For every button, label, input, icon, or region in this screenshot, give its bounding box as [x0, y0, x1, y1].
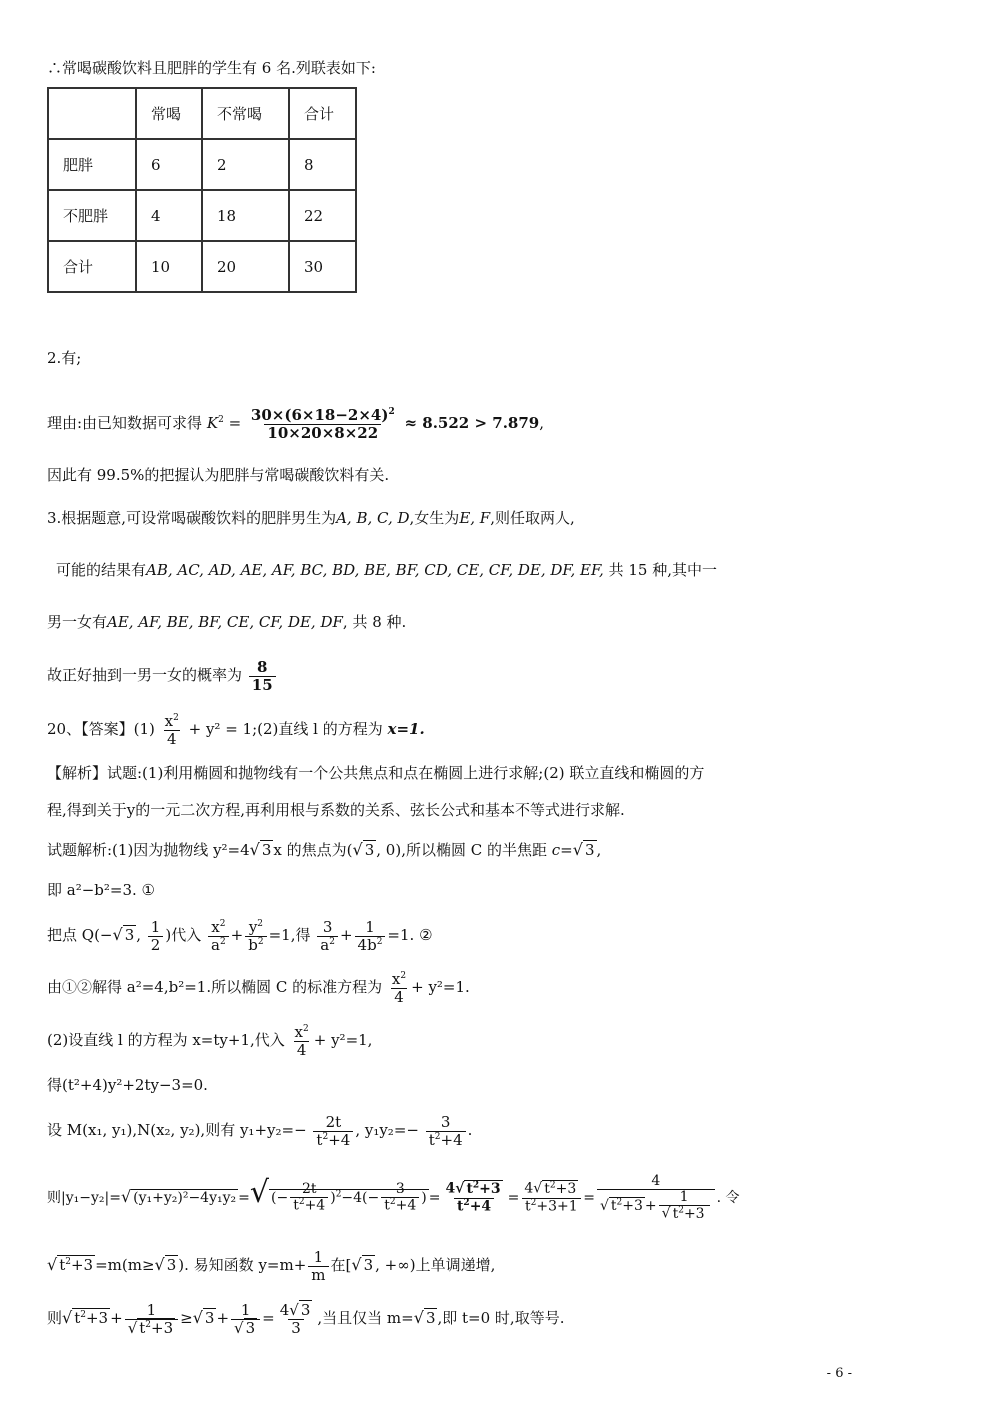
s7-lead: 设 M(x₁, y₁),N(x₂, y₂),则有 y₁+y₂=−: [47, 1121, 307, 1139]
analysis-line1: 【解析】试题:(1)利用椭圆和抛物线有一个公共焦点和点在椭圆上进行求解;(2) 联立直线和椭圆的方: [47, 764, 705, 782]
answer-mid: + y² = 1;(2)直线 l 的方程为: [188, 720, 383, 738]
page-number: - 6 -: [826, 1366, 852, 1381]
answer-lead: 20、【答案】(1): [47, 720, 155, 738]
s10-end2: ,即 t=0 时,取等号.: [437, 1309, 565, 1327]
solution-line1: 试题解析:(1)因为抛物线 y²=4√ 3 x 的焦点为(√ 3 , 0),所以椭圆 C 的半焦距 c=√ 3 ,: [47, 840, 602, 859]
table-cell: 4: [136, 190, 202, 241]
s4-end: + y²=1.: [411, 978, 470, 996]
table-header-row: [48, 88, 356, 139]
s7-end: .: [467, 1121, 473, 1139]
s3-end: =1. ②: [387, 926, 433, 944]
p3-line1: [47, 508, 575, 528]
p3-lead: 3.根据题意,可设常喝碳酸饮料的肥胖男生为: [47, 509, 337, 527]
s7-mid: , y₁y₂=−: [355, 1121, 419, 1139]
table-cell: 不常喝: [202, 88, 289, 139]
table-cell: 合计: [48, 241, 136, 292]
p2-head: 2.有;: [47, 349, 82, 367]
k-var: K: [206, 414, 219, 432]
q20-answer: [47, 707, 425, 751]
p3-line2: [56, 560, 717, 580]
s10-end: ,当且仅当 m=: [317, 1309, 414, 1327]
prob-lead: 故正好抽到一男一女的概率为: [47, 666, 243, 684]
p3-line4: [47, 653, 278, 697]
s3-mid2: =1,得: [268, 926, 311, 944]
s1-mid2: , 0),所以椭圆 C 的半焦距: [376, 841, 547, 859]
s1-c: c=: [551, 841, 573, 859]
prob-num: 8: [257, 658, 268, 676]
solution-line7: 设 M(x₁, y₁),N(x₂, y₂),则有 y₁+y₂=− $\frac{2t}{t^2+4}$ , y₁y₂=− $\frac{3}{t^2+4}$ .: [47, 1113, 473, 1149]
s9-end: 在[: [330, 1256, 352, 1274]
probability-fraction: [249, 659, 276, 693]
k-numerator: 30×(6×18−2×4): [250, 406, 389, 424]
outcomes-list: AB, AC, AD, AE, AF, BC, BD, BE, BF, CD, CE, CF, DE, DF, EF,: [146, 561, 604, 579]
table-cell: 肥胖: [48, 139, 136, 190]
k-tail: ,: [539, 414, 545, 432]
k-formula: $\frac{30\times(6\times 18-2\times 4)^2}{10\times 20\times 8\times 22}$: [250, 406, 395, 442]
table-row: [48, 139, 356, 190]
s9-mid2: ). 易知函数 y=m+: [178, 1256, 307, 1274]
table-cell: 20: [202, 241, 289, 292]
table-cell: 6: [136, 139, 202, 190]
prob-den: 15: [249, 676, 276, 694]
p3-line3: [47, 612, 406, 632]
solution-line3: 把点 Q(−√ 3 , $\frac{1}{2}$ )代入 $\frac{x^2}{a^2}$ + $\frac{y^2}{b^2}$ =1,得 $\frac{3}{a^2}$ + $\frac{1}{4b^2}$ =1. ②: [47, 918, 433, 954]
solution-line6: 得(t²+4)y²+2ty−3=0.: [47, 1076, 208, 1094]
p3-girls: E, F: [459, 509, 491, 527]
p2-conclusion: 因此有 99.5%的把握认为肥胖与常喝碳酸饮料有关.: [47, 466, 390, 484]
s8-lead: 则|y₁−y₂|=: [47, 1190, 121, 1206]
table-cell: 22: [289, 190, 356, 241]
s9-end2: , +∞)上单调递增,: [375, 1256, 496, 1274]
solution-line10: 则√ $t^2+3$ + $\frac{1}{√ t^2+3}$ ≥√ 3 + $\frac{1}{√ 3}$ = $\frac{4√ 3}{3}$ ,当且仅当 m=√ 3 ,即 t=0 时,取等号.: [47, 1301, 565, 1337]
table-cell: 2: [202, 139, 289, 190]
analysis-line2: 程,得到关于y的一元二次方程,再利用根与系数的关系、弦长公式和基本不等式进行求解.: [47, 801, 625, 819]
table-cell: 18: [202, 190, 289, 241]
p3-mid: ,女生为: [409, 509, 460, 527]
table-cell: 常喝: [136, 88, 202, 139]
s1-end: ,: [596, 841, 602, 859]
solution-line8: 则|y₁−y₂|=√ (y₁+y₂)²−4y₁y₂ =√ (− $\frac{2t}{t^2+4}$ )$^2$−4(− $\frac{3}{t^2+4}$ ) = $\frac{4√ t^2+3}{t^2+4}$ = $\frac{4√ t^2+3}{t^2+3+1}$ = 4 √ $t^2+3$ + $\frac{1}{√ t^2+3}$ . 令: [47, 1172, 740, 1223]
solution-line2: 即 a²−b²=3. ①: [47, 881, 156, 899]
reason-lead: 理由:由已知数据可求得: [47, 414, 203, 432]
p3-boys: A, B, C, D: [336, 509, 410, 527]
k-result: ≈ 8.522 > 7.879: [404, 414, 540, 432]
p2-reason: 理由:由已知数据可求得 $K^2$ = $\frac{30\times(6\times 18-2\times 4)^2}{10\times 20\times 8\times 22}$ ≈ 8.522 > 7.879,: [47, 406, 545, 442]
s3-lead: 把点 Q(−: [47, 926, 113, 944]
p3-tail: ,则任取两人,: [490, 509, 575, 527]
table-cell: 30: [289, 241, 356, 292]
table-cell: 合计: [289, 88, 356, 139]
s4-lead: 由①②解得 a²=4,b²=1.所以椭圆 C 的标准方程为: [47, 978, 383, 996]
table-row: [48, 190, 356, 241]
mixed-tail: , 共 8 种.: [342, 613, 407, 631]
outcomes-tail: 共 15 种,其中一: [608, 561, 717, 579]
s8-end: . 令: [716, 1190, 740, 1206]
s5-end: + y²=1,: [313, 1031, 373, 1049]
s3-mid: )代入: [165, 926, 202, 944]
s10-lead: 则: [47, 1309, 63, 1327]
mixed-list: AE, AF, BE, BF, CE, CF, DE, DF: [107, 613, 343, 631]
solution-line5: (2)设直线 l 的方程为 x=ty+1,代入 $\frac{x^2}{4}$ + y²=1,: [47, 1023, 373, 1059]
contingency-table: [47, 87, 357, 293]
solution-line9: √ $t^2+3 =m(m\ge√$ 3 ). 易知函数 y=m+ $\frac{1}{m}$ 在[√ 3 , +∞)上单调递增,: [47, 1248, 496, 1284]
s1-lead: 试题解析:(1)因为抛物线 y²=4: [47, 841, 250, 859]
answer-eq: x=1.: [387, 720, 425, 738]
k-denominator: 10×20×8×22: [264, 424, 381, 442]
table-cell: 不肥胖: [48, 190, 136, 241]
intro-line: ∴常喝碳酸饮料且肥胖的学生有 6 名.列联表如下:: [47, 59, 376, 77]
solution-line4: 由①②解得 a²=4,b²=1.所以椭圆 C 的标准方程为 $\frac{x^2}{4}$ + y²=1.: [47, 970, 470, 1006]
ellipse-frac: $\frac{x^2}{4}$: [164, 712, 179, 748]
table-cell: 10: [136, 241, 202, 292]
table-cell: [48, 88, 136, 139]
mixed-lead: 男一女有: [47, 613, 108, 631]
s5-lead: (2)设直线 l 的方程为 x=ty+1,代入: [47, 1031, 285, 1049]
table-cell: 8: [289, 139, 356, 190]
table-row: [48, 241, 356, 292]
s1-mid: x 的焦点为(: [273, 841, 353, 859]
s9-mid: =m(m≥: [95, 1256, 155, 1274]
outcomes-lead: 可能的结果有: [56, 561, 147, 579]
